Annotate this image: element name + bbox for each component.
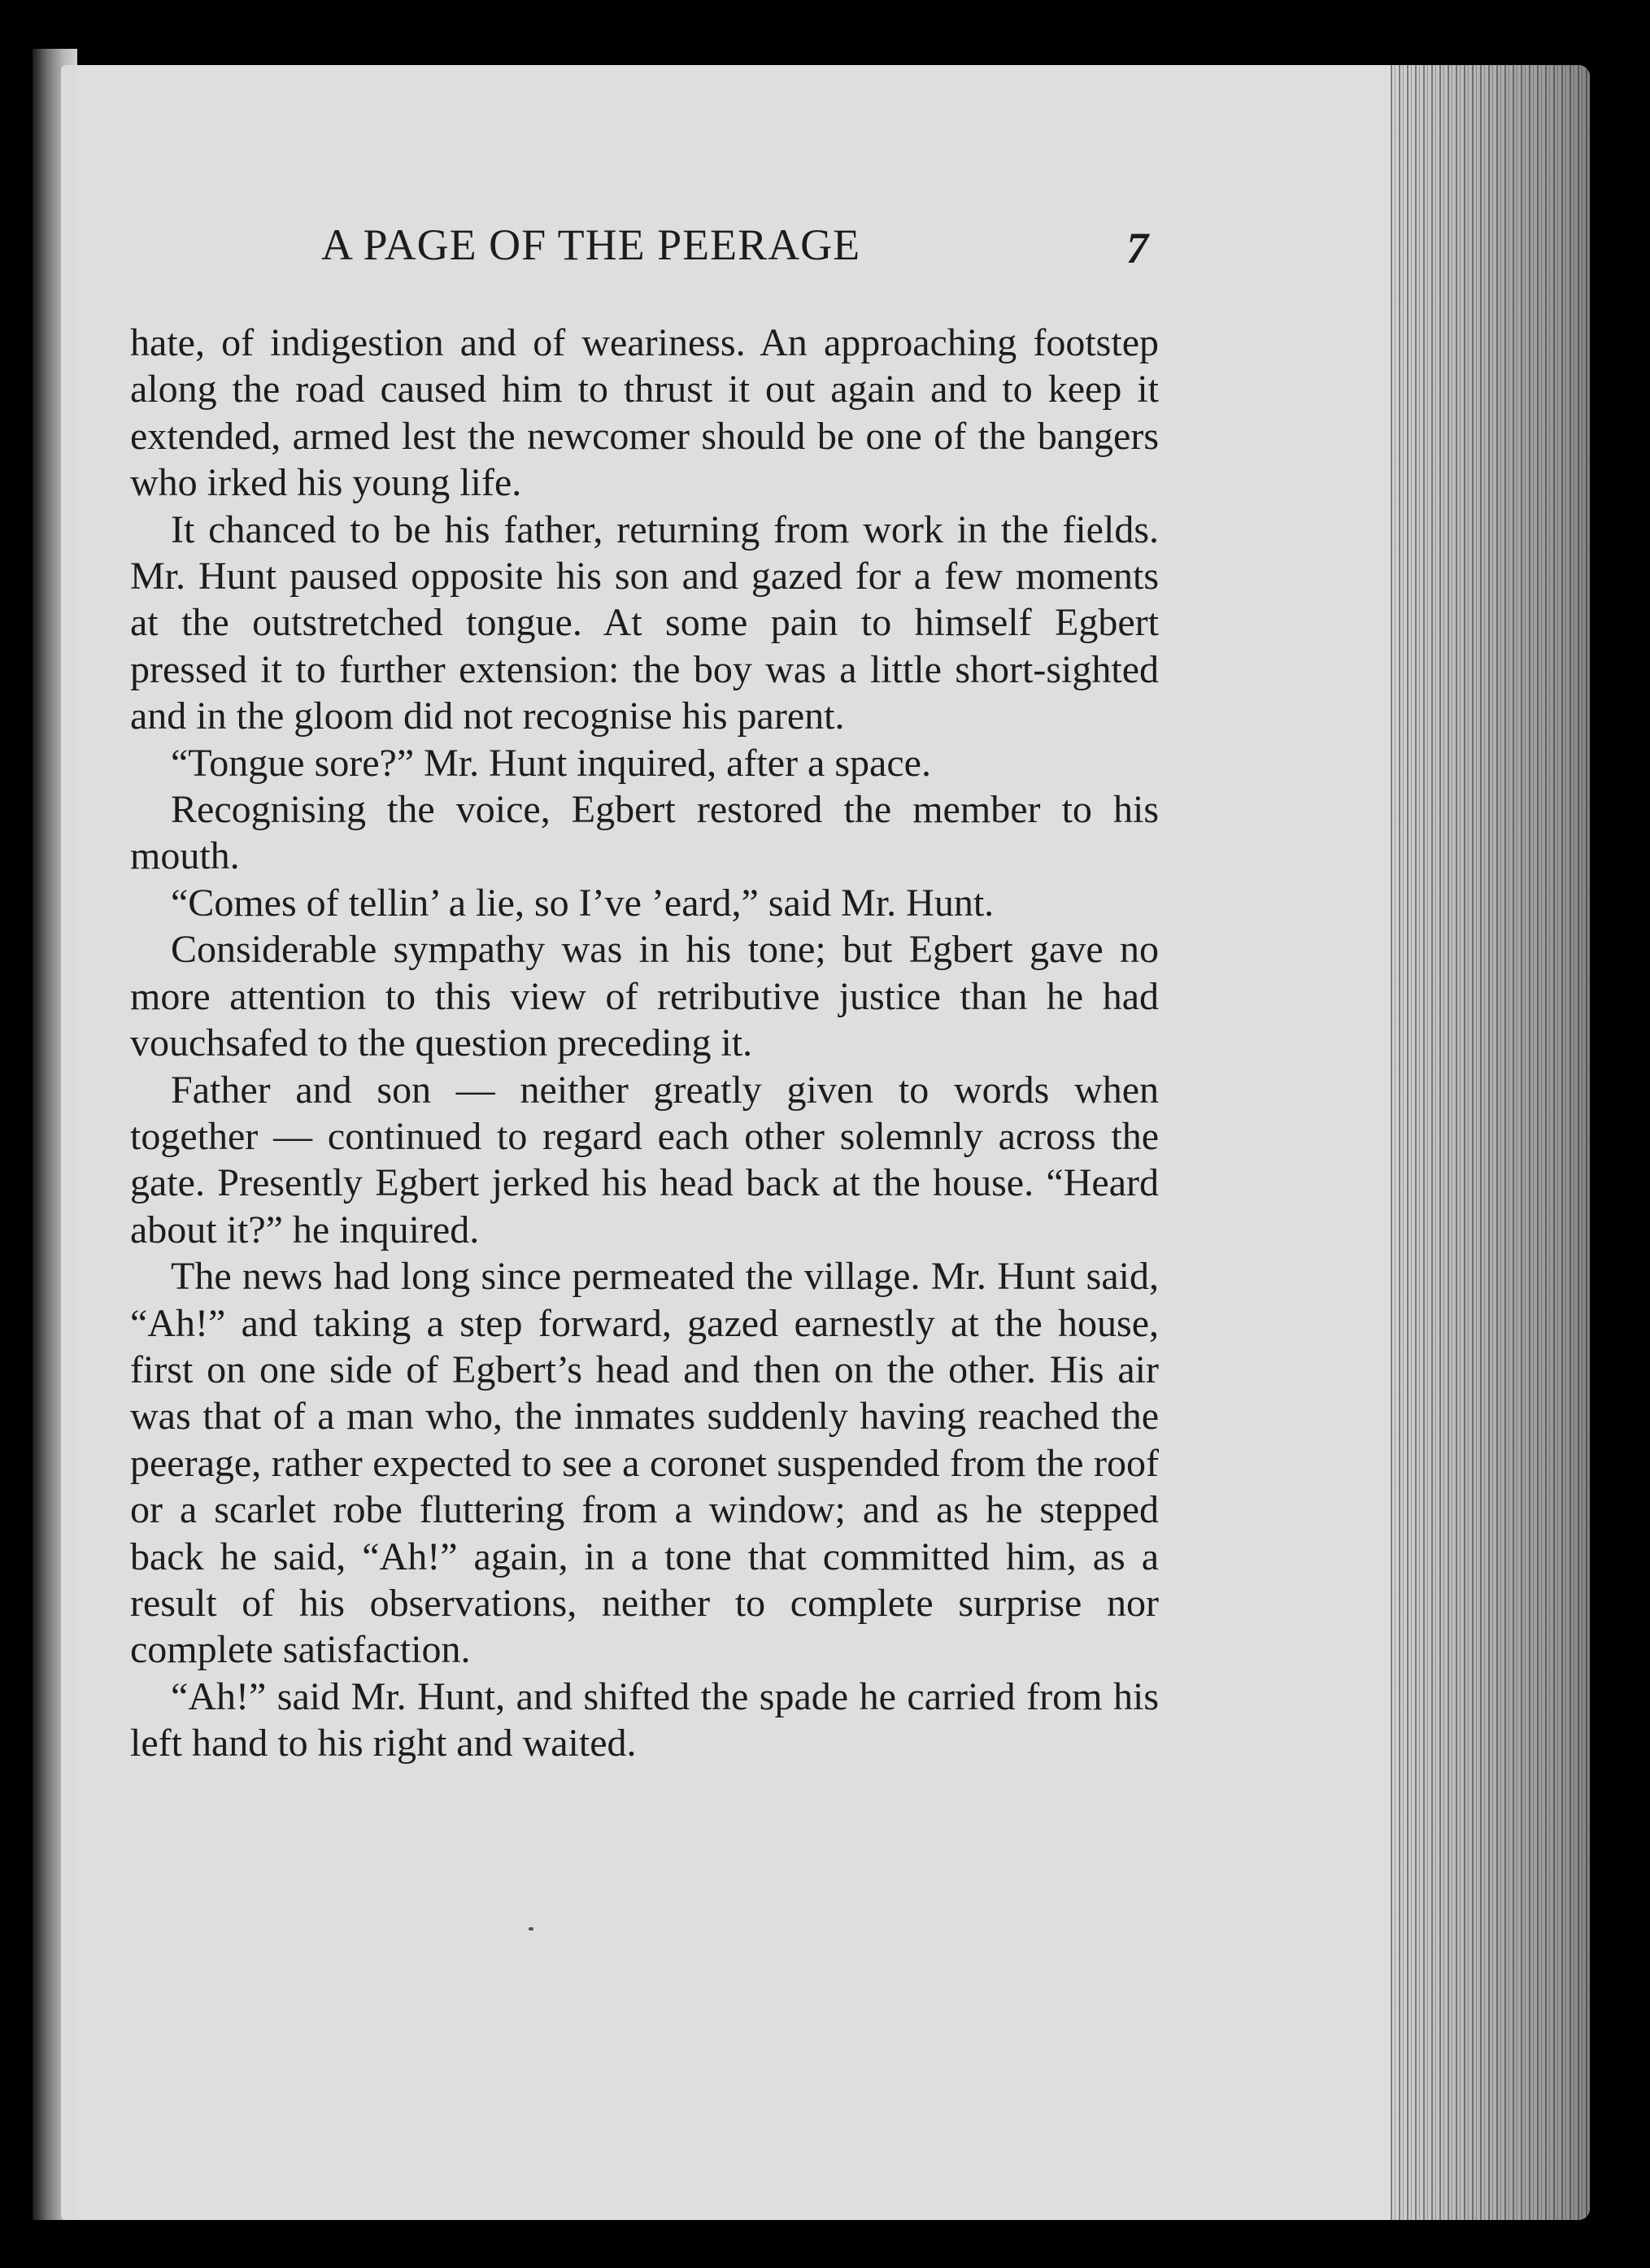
- paragraph: “Ah!” said Mr. Hunt, and shifted the spade he carried from his left hand to his right and waited.: [130, 1674, 1159, 1765]
- paragraph: “Comes of tellin’ a lie, so I’ve ’eard,” said Mr. Hunt.: [171, 881, 995, 925]
- book-page: [77, 65, 1391, 2220]
- running-head: A PAGE OF THE PEERAGE: [321, 220, 861, 269]
- paragraph: Considerable sympathy was in his tone; but Egbert gave no more attention to this view of retributive justice than he had vouchsafed to the question preceding it.: [130, 928, 1159, 1065]
- page-edges: [1391, 65, 1590, 2220]
- paragraph: hate, of indigestion and of weariness. An approaching footstep along the road caused him to thrust it out again and to keep it extended, armed lest the newcomer should be one of the bangers who irked his young life.: [130, 321, 1159, 505]
- body-text: [130, 320, 1159, 1767]
- paragraph: It chanced to be his father, returning from work in the fields. Mr. Hunt paused opposite his son and gazed for a few moments at the outstretched tongue. At some pain to himself Egbert pressed it to further extension: the boy was a little short-sighted and in the gloom did not recognise his parent.: [130, 507, 1159, 738]
- paragraph: Father and son — neither greatly given to words when together — continued to regard each other solemnly across the gate. Presently Egbert jerked his head back at the house. “Heard about it?” he inquired.: [130, 1068, 1159, 1252]
- page-number: 7: [1126, 224, 1148, 272]
- paragraph: The news had long since permeated the village. Mr. Hunt said, “Ah!” and taking a step forward, gazed earnestly at the house, first on one side of Egbert’s head and then on the other. His air was that of a man who, the inmates suddenly having reached the peerage, rather expected to see a coronet suspended from the roof or a scarlet robe fluttering from a window; and as he stepped back he said, “Ah!” again, in a tone that committed him, as a result of his observations, neither to complete surprise nor complete satisfaction.: [130, 1255, 1159, 1672]
- paragraph: Recognising the voice, Egbert restored the member to his mouth.: [130, 788, 1159, 878]
- page-header: [77, 220, 1391, 293]
- ink-speck: [529, 1927, 533, 1931]
- paragraph: “Tongue sore?” Mr. Hunt inquired, after a space.: [171, 741, 931, 785]
